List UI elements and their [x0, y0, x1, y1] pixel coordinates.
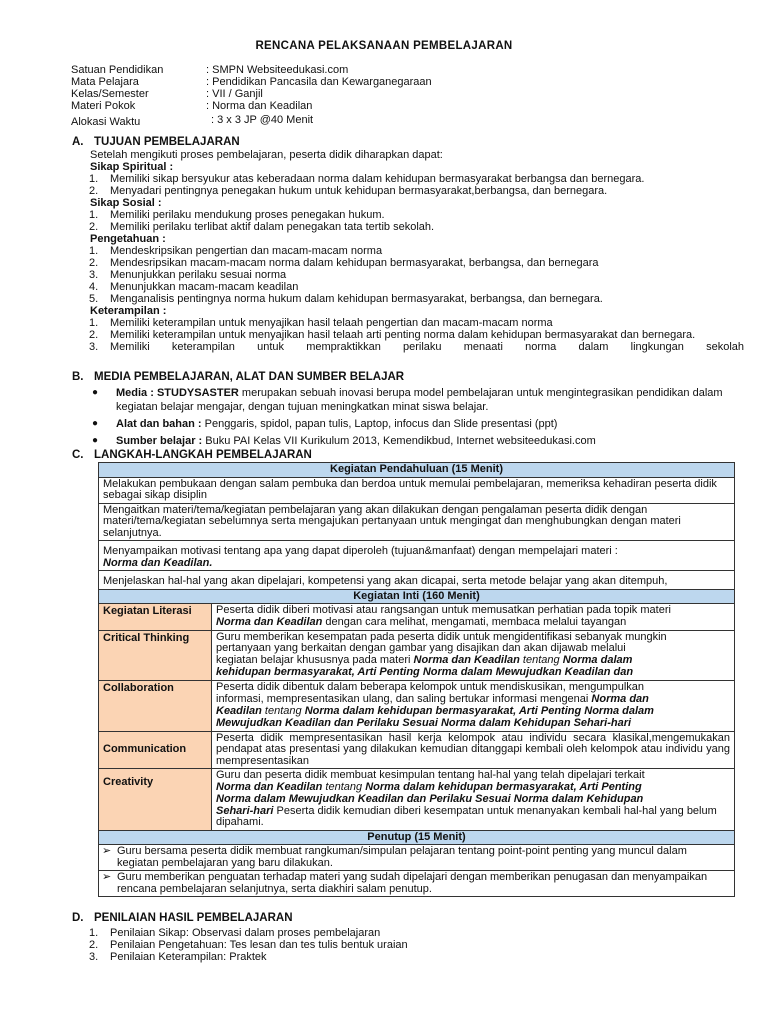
section-heading: D. PENILAIAN HASIL PEMBELAJARAN — [72, 912, 293, 924]
table-row — [99, 503, 735, 541]
subheading-sosial: Sikap Sosial : — [90, 197, 162, 209]
table-row — [99, 769, 735, 831]
identity-label: Kelas/Semester — [71, 88, 149, 100]
table-row — [99, 731, 735, 769]
list-pengetahuan — [72, 245, 744, 305]
list-item: 1. Mendeskripsikan pengertian dan macam-macam norma — [89, 245, 383, 257]
table-row — [99, 680, 735, 731]
identity-row — [71, 88, 711, 100]
list-item: 4. Menunjukkan macam-macam keadilan — [89, 281, 299, 293]
section-heading: A. TUJUAN PEMBELAJARAN — [72, 136, 240, 148]
list-sosial — [72, 209, 744, 233]
subheading-pengetahuan: Pengetahuan : — [90, 233, 166, 245]
steps-table — [98, 462, 735, 897]
list-item: 1. Memiliki keterampilan untuk menyajikan hasil telaah pengertian dan macam-macam norma — [89, 317, 553, 329]
section-langkah — [72, 449, 744, 462]
section-penilaian — [72, 912, 744, 963]
table-cell: Menjelaskan hal-hal yang akan dipelajari, kompetensi yang akan dicapai, serta metode belajar yang akan ditempuh, — [99, 571, 735, 590]
list-item: 2. Penilaian Pengetahuan: Tes lesan dan tes tulis bentuk uraian — [89, 939, 408, 951]
table-cell: Peserta didik mempresentasikan hasil kerja kelompok atau individu secara klasikal,mengemukakan pendapat atas presentasi yang dilakukan kemudian ditanggapi kembali oleh kelompok atau individu yang mempresentasikan — [212, 731, 735, 769]
list-item: 3. Penilaian Keterampilan: Praktek — [89, 951, 267, 963]
table-row — [99, 571, 735, 590]
table-cell: Melakukan pembukaan dengan salam pembuka dan berdoa untuk memulai pembelajaran, memeriksa kehadiran peserta didik sebagai sikap disiplin — [99, 477, 735, 503]
subheading-keterampilan: Keterampilan : — [90, 305, 167, 317]
table-cell: Peserta didik diberi motivasi atau rangsangan untuk memusatkan perhatian pada topik materi Norma dan Keadilan dengan cara melihat, mengamati, membaca melalui tayangan — [212, 604, 735, 631]
identity-row — [71, 114, 711, 126]
table-row — [99, 477, 735, 503]
bullet-dot-icon: ● — [92, 418, 99, 429]
table-row — [99, 604, 735, 631]
section-heading: B. MEDIA PEMBELAJARAN, ALAT DAN SUMBER BELAJAR — [72, 371, 405, 383]
section-tujuan — [72, 136, 744, 353]
identity-row — [71, 76, 711, 88]
identity-block — [71, 64, 711, 128]
identity-value: : Norma dan Keadilan — [206, 100, 313, 112]
activity-label: Collaboration — [99, 680, 212, 731]
identity-label: Alokasi Waktu — [71, 116, 141, 128]
activity-label: Kegiatan Literasi — [99, 604, 212, 631]
identity-label: Mata Pelajara — [71, 76, 139, 88]
penutup-header: Penutup (15 Menit) — [99, 830, 735, 845]
list-keterampilan — [72, 317, 744, 353]
arrow-right-icon: ➢ — [102, 845, 112, 857]
list-spiritual — [72, 173, 744, 197]
table-row — [99, 830, 735, 845]
identity-row — [71, 100, 711, 112]
activity-label: Creativity — [99, 769, 212, 831]
table-cell: ➢ Guru bersama peserta didik membuat rangkuman/simpulan pelajaran tentang point-point penting yang muncul dalam kegiatan pembelajaran yang baru dilakukan. — [99, 845, 735, 871]
section-media — [72, 371, 744, 451]
identity-value: : VII / Ganjil — [206, 88, 263, 100]
list-item: 2. Memiliki perilaku terlibat aktif dalam penegakan tata tertib sekolah. — [89, 221, 435, 233]
list-item: ● Alat dan bahan : Penggaris, spidol, papan tulis, Laptop, infocus dan Slide presentasi (ppt) — [92, 418, 558, 430]
identity-value: : SMPN Websiteedukasi.com — [206, 64, 349, 76]
list-item: 1. Memiliki perilaku mendukung proses penegakan hukum. — [89, 209, 385, 221]
section-intro: Setelah mengikuti proses pembelajaran, peserta didik diharapkan dapat: — [90, 149, 443, 161]
table-cell: Peserta didik dibentuk dalam beberapa kelompok untuk mendiskusikan, mengumpulkan informasi, mempresentasikan ulang, dan saling bertukar informasi mengenai Norma dan Keadilan tentang Norma dalam kehidupan bermasyarakat, Arti Penting Norma dalam Mewujudkan Keadilan dan Perilaku Sesuai Norma dalam Kehidupan Sehari-hari — [212, 680, 735, 731]
list-item: 3. Memiliki keterampilan untuk mempraktikkan perilaku menaati norma dalam lingkungan sekolah — [89, 341, 744, 353]
identity-label: Satuan Pendidikan — [71, 64, 164, 76]
table-row — [99, 463, 735, 478]
list-item: ● Media : STUDYSASTER merupakan sebuah inovasi berupa model pembelajaran untuk mengintegrasikan pendidikan dalam kegiatan belajar mengajar, dengan tujuan meningkatkan minat siswa belajar. — [92, 387, 723, 413]
list-item: ● Sumber belajar : Buku PAI Kelas VII Kurikulum 2013, Kemendikbud, Internet websiteedukasi.com — [92, 435, 596, 447]
list-item: 2. Memiliki keterampilan untuk menyajikan hasil telaah arti penting norma dalam kehidupan bermasyarakat dan bernegara. — [89, 329, 696, 341]
table-cell: Mengaitkan materi/tema/kegiatan pembelajaran yang akan dilakukan dengan pengalaman peserta didik dengan materi/tema/kegiatan sebelumnya serta mengajukan pertanyaan untuk mengingat dan menghubungkan dengan materi selanjutnya. — [99, 503, 735, 541]
table-cell: Menyampaikan motivasi tentang apa yang dapat diperoleh (tujuan&manfaat) dengan mempelajari materi : Norma dan Keadilan. — [99, 541, 735, 571]
activity-label: Communication — [99, 731, 212, 769]
table-row — [99, 630, 735, 680]
table-row — [99, 845, 735, 871]
table-cell: Guru dan peserta didik membuat kesimpulan tentang hal-hal yang telah dipelajari terkait Norma dan Keadilan tentang Norma dalam kehidupan bermasyarakat, Arti Penting Norma dalam Mewujudkan Keadilan dan Perilaku Sesuai Norma dalam Kehidupan Sehari-hari Peserta didik kemudian diberi kesempatan untuk menanyakan kembali hal-hal yang belum dipahami. — [212, 769, 735, 831]
table-row — [99, 589, 735, 604]
list-item: 5. Menganalisis pentingnya norma hukum dalam kehidupan bermasyarakat, berbangsa, dan bernegara. — [89, 293, 603, 305]
pendahuluan-header: Kegiatan Pendahuluan (15 Menit) — [99, 463, 735, 478]
bullet-dot-icon: ● — [92, 435, 99, 446]
document-title: RENCANA PELAKSANAAN PEMBELAJARAN — [255, 40, 513, 52]
inti-header: Kegiatan Inti (160 Menit) — [99, 589, 735, 604]
section-heading: C. LANGKAH-LANGKAH PEMBELAJARAN — [72, 449, 312, 461]
list-item: 1. Memiliki sikap bersyukur atas keberadaan norma dalam kehidupan bermasyarakat berbangsa dan bernegara. — [89, 173, 645, 185]
activity-label: Critical Thinking — [99, 630, 212, 680]
list-item: 2. Menyadari pentingnya penegakan hukum untuk kehidupan bermasyarakat,berbangsa, dan bernegara. — [89, 185, 608, 197]
list-item: 2. Mendesripsikan macam-macam norma dalam kehidupan bermasyarakat, berbangsa, dan bernegara — [89, 257, 599, 269]
identity-label: Materi Pokok — [71, 100, 136, 112]
bullet-dot-icon: ● — [92, 387, 99, 398]
identity-value: : Pendidikan Pancasila dan Kewarganegaraan — [206, 76, 432, 88]
identity-row — [71, 64, 711, 76]
identity-value: : 3 x 3 JP @40 Menit — [211, 114, 314, 126]
arrow-right-icon: ➢ — [102, 871, 112, 883]
media-list — [72, 386, 744, 448]
list-item: 1. Penilaian Sikap: Observasi dalam proses pembelajaran — [89, 927, 381, 939]
table-row — [99, 871, 735, 897]
subheading-spiritual: Sikap Spiritual : — [90, 161, 174, 173]
table-row — [99, 541, 735, 571]
table-cell: Guru memberikan kesempatan pada peserta didik untuk mengidentifikasi sebanyak mungkin pertanyaan yang berkaitan dengan gambar yang disajikan dan akan dijawab melalui kegiatan belajar khususnya pada materi Norma dan Keadilan tentang Norma dalam kehidupan bermasyarakat, Arti Penting Norma dalam Mewujudkan Keadilan dan — [212, 630, 735, 680]
list-item: 3. Menunjukkan perilaku sesuai norma — [89, 269, 287, 281]
table-cell: ➢ Guru memberikan penguatan terhadap materi yang sudah dipelajari dengan memberikan penugasan dan menyampaikan rencana pembelajaran selanjutnya, serta diakhiri salam penutup. — [99, 871, 735, 897]
penilaian-list — [72, 927, 744, 963]
